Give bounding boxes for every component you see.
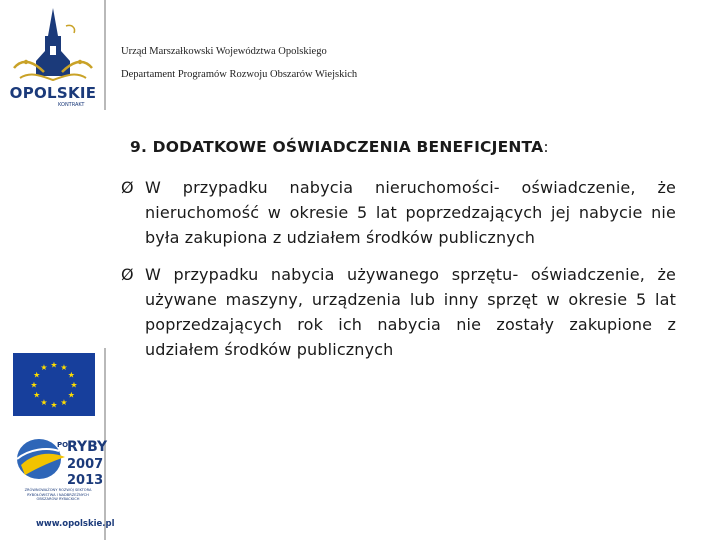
eu-star-icon: ★ xyxy=(67,370,75,380)
opolskie-logo-icon xyxy=(6,6,100,110)
bullet-list xyxy=(121,175,676,374)
bullet-item xyxy=(121,262,676,362)
eu-star-icon: ★ xyxy=(60,397,68,407)
eu-star-icon: ★ xyxy=(33,370,41,380)
bullet-text: W przypadku nabycia używanego sprzętu- oświadczenie, że używane maszyny, urządzenia lub inny sprzęt w okresie 5 lat poprzedzających rok ich nabycia nie zostały zakupione z udziałem środków publicznych xyxy=(145,265,676,359)
eu-flag-icon xyxy=(13,353,95,416)
eu-star-icon: ★ xyxy=(60,363,68,373)
ryby-prefix: PO xyxy=(57,441,69,449)
bullet-item xyxy=(121,175,676,250)
slide-title xyxy=(130,138,549,156)
eu-star-icon: ★ xyxy=(67,390,75,400)
opolskie-sub-label: KONTRAKT xyxy=(58,102,85,108)
arrow-bullet-icon: Ø xyxy=(121,178,134,197)
slide-title-colon: : xyxy=(543,138,549,156)
eu-stars-icon xyxy=(13,353,95,416)
ryby-year-start: 2007 xyxy=(67,457,104,472)
arrow-bullet-icon: Ø xyxy=(121,265,134,284)
ryby-caption: ZRÓWNOWAŻONY ROZWÓJ SEKTORA RYBOŁÓWSTWA I NADBRZEŻNYCH OBSZARÓW RYBACKICH xyxy=(24,488,92,501)
footer-website-link[interactable]: www.opolskie.pl xyxy=(36,519,115,529)
eu-star-icon: ★ xyxy=(33,390,41,400)
opolskie-emblem-icon xyxy=(6,6,100,86)
header-department-name: Departament Programów Rozwoju Obszarów Wiejskich xyxy=(121,69,358,80)
ryby-emblem-icon xyxy=(11,435,108,488)
eu-star-icon: ★ xyxy=(50,360,58,370)
left-divider-top xyxy=(104,0,106,110)
eu-star-icon: ★ xyxy=(30,380,38,390)
header-office-name: Urząd Marszałkowski Województwa Opolskiego xyxy=(121,46,327,57)
slide-title-text: 9. DODATKOWE OŚWIADCZENIA BENEFICJENTA xyxy=(130,138,544,156)
opolskie-wordmark: OPOLSKIE xyxy=(9,84,97,102)
eu-star-icon: ★ xyxy=(40,397,48,407)
eu-star-icon: ★ xyxy=(50,400,58,410)
eu-star-icon: ★ xyxy=(40,363,48,373)
ryby-year-end: 2013 xyxy=(67,473,104,488)
eu-star-icon: ★ xyxy=(70,380,78,390)
ryby-word: RYBY xyxy=(67,439,108,455)
bullet-text: W przypadku nabycia nieruchomości- oświadczenie, że nieruchomość w okresie 5 lat poprzedzających jej nabycie nie była zakupiona z udziałem środków publicznych xyxy=(145,178,676,247)
